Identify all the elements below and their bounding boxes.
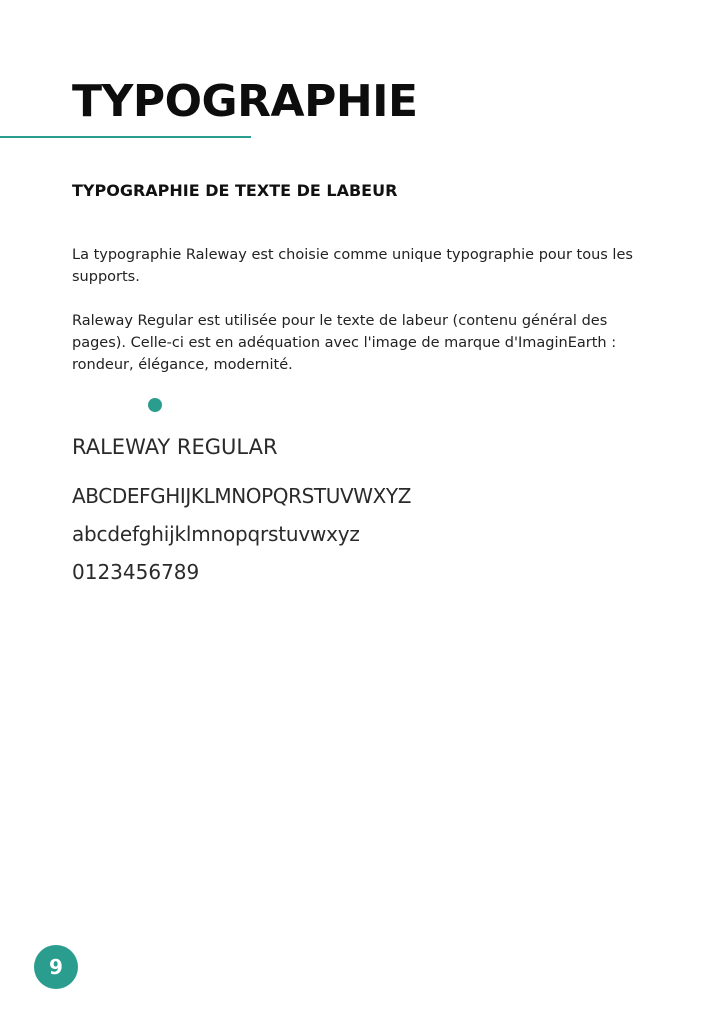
specimen-uppercase: ABCDEFGHIJKLMNOPQRSTUVWXYZ	[72, 484, 412, 508]
accent-dot	[148, 398, 162, 412]
page-number-badge: 9	[34, 945, 78, 989]
page-title: TYPOGRAPHIE	[72, 76, 418, 127]
section-heading: TYPOGRAPHIE DE TEXTE DE LABEUR	[72, 181, 398, 200]
specimen-lowercase: abcdefghijklmnopqrstuvwxyz	[72, 522, 360, 546]
intro-paragraph: La typographie Raleway est choisie comme unique typographie pour tous les supports.	[72, 247, 633, 285]
usage-paragraph: Raleway Regular est utilisée pour le texte de labeur (contenu général des pages). Celle-ci est en adéquation avec l'image de marque d'ImaginEarth : rondeur, élégance, modernité.	[72, 313, 617, 373]
specimen-digits: 0123456789	[72, 560, 200, 584]
font-name-label: RALEWAY REGULAR	[72, 435, 278, 459]
title-underline-rule	[0, 136, 251, 138]
